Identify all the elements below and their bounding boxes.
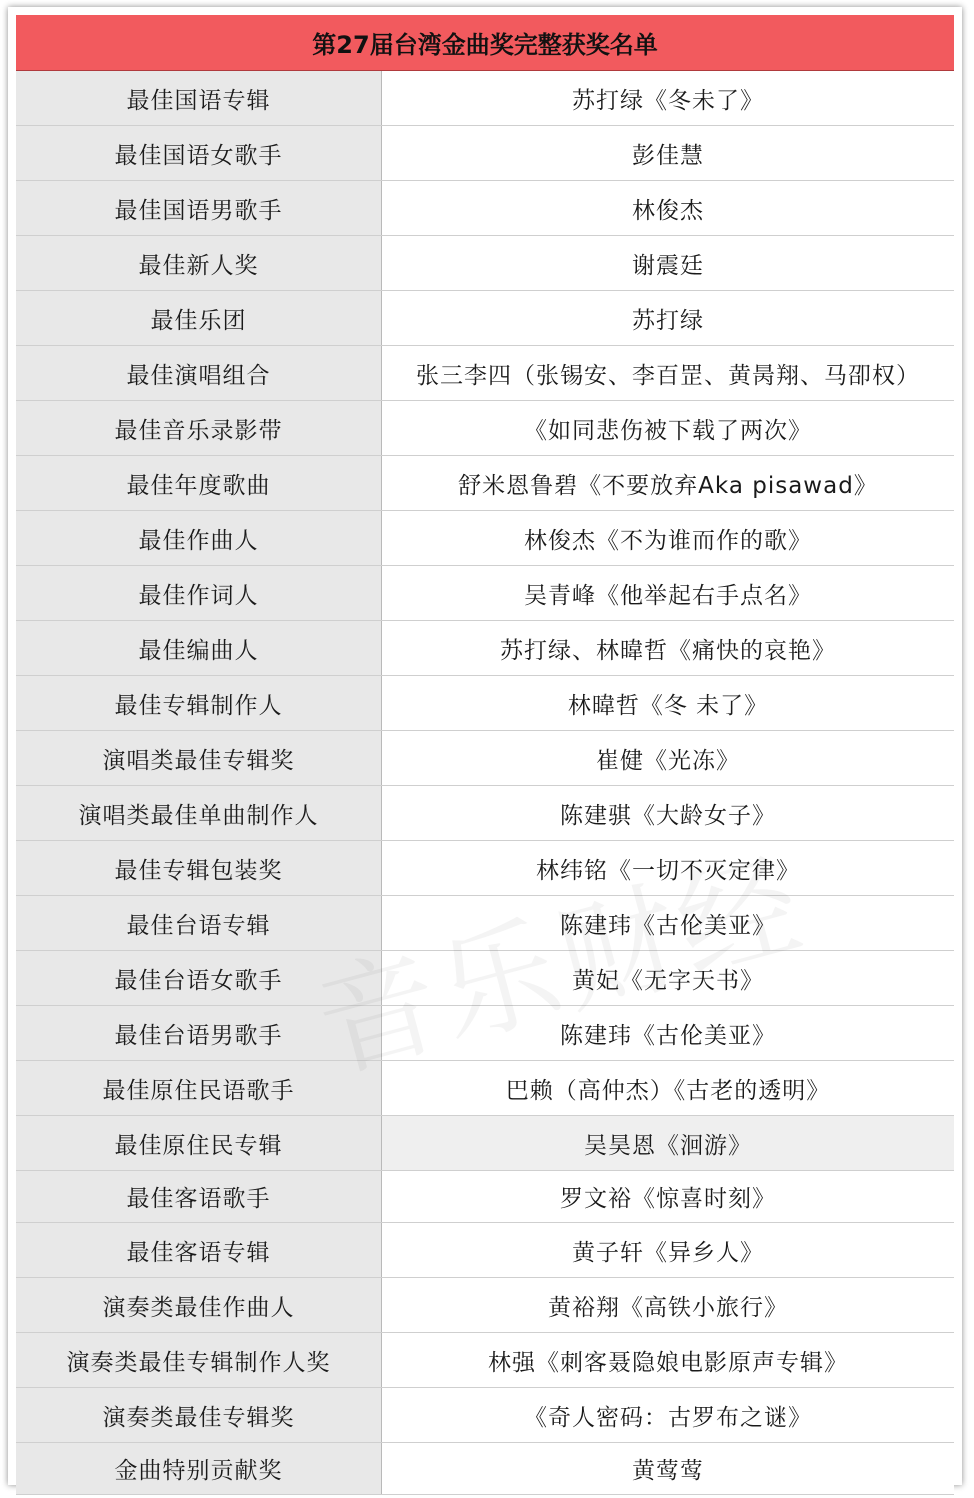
award-winner: 《奇人密码：古罗布之谜》 [382, 1388, 954, 1442]
award-name: 最佳专辑包装奖 [16, 841, 382, 895]
award-name: 最佳作词人 [16, 566, 382, 620]
award-winner: 林强《刺客聂隐娘电影原声专辑》 [382, 1333, 954, 1387]
award-name: 最佳国语女歌手 [16, 126, 382, 180]
award-name: 最佳国语专辑 [16, 71, 382, 125]
award-winner: 罗文裕《惊喜时刻》 [382, 1171, 954, 1222]
award-name: 金曲特别贡献奖 [16, 1443, 382, 1494]
award-name: 最佳客语专辑 [16, 1223, 382, 1277]
table-row [16, 1061, 954, 1116]
table-row [16, 401, 954, 456]
table-row [16, 1278, 954, 1333]
award-name: 最佳编曲人 [16, 621, 382, 675]
award-name: 最佳台语女歌手 [16, 951, 382, 1005]
award-winner: 黄子轩《异乡人》 [382, 1223, 954, 1277]
table-row [16, 1006, 954, 1061]
award-name: 最佳国语男歌手 [16, 181, 382, 235]
award-winner: 黄妃《无字天书》 [382, 951, 954, 1005]
award-winner: 陈建玮《古伦美亚》 [382, 1006, 954, 1060]
table-row [16, 181, 954, 236]
table-row [16, 1116, 954, 1171]
award-name: 最佳台语男歌手 [16, 1006, 382, 1060]
table-row [16, 786, 954, 841]
award-winner: 彭佳慧 [382, 126, 954, 180]
table-row [16, 896, 954, 951]
award-name: 最佳原住民专辑 [16, 1116, 382, 1170]
table-row [16, 621, 954, 676]
award-name: 最佳音乐录影带 [16, 401, 382, 455]
award-winner: 张三李四（张锡安、李百罡、黄昺翔、马卲权） [382, 346, 954, 400]
table-row [16, 676, 954, 731]
award-winner: 苏打绿《冬未了》 [382, 71, 954, 125]
table-row [16, 456, 954, 511]
table-row [16, 1171, 954, 1223]
award-winner: 崔健《光冻》 [382, 731, 954, 785]
table-title: 第27届台湾金曲奖完整获奖名单 [16, 15, 954, 71]
award-name: 最佳专辑制作人 [16, 676, 382, 730]
award-name: 最佳作曲人 [16, 511, 382, 565]
table-row [16, 1333, 954, 1388]
award-name: 最佳演唱组合 [16, 346, 382, 400]
table-body [16, 71, 954, 1495]
award-name: 演唱类最佳单曲制作人 [16, 786, 382, 840]
table-row [16, 1443, 954, 1495]
award-winner: 吴昊恩《洄游》 [382, 1116, 954, 1170]
award-winner: 林纬铭《一切不灭定律》 [382, 841, 954, 895]
award-name: 最佳年度歌曲 [16, 456, 382, 510]
table-row [16, 566, 954, 621]
award-name: 演奏类最佳专辑制作人奖 [16, 1333, 382, 1387]
award-winner: 《如同悲伤被下载了两次》 [382, 401, 954, 455]
award-winner: 舒米恩鲁碧《不要放弃Aka pisawad》 [382, 456, 954, 510]
table-row [16, 841, 954, 896]
award-winner: 林俊杰《不为谁而作的歌》 [382, 511, 954, 565]
award-winner: 林暐哲《冬 未了》 [382, 676, 954, 730]
award-winner: 陈建玮《古伦美亚》 [382, 896, 954, 950]
award-name: 最佳原住民语歌手 [16, 1061, 382, 1115]
award-winner: 林俊杰 [382, 181, 954, 235]
table-row [16, 951, 954, 1006]
table-row [16, 126, 954, 181]
award-name: 演唱类最佳专辑奖 [16, 731, 382, 785]
table-row [16, 236, 954, 291]
table-row [16, 1388, 954, 1443]
award-winner: 谢震廷 [382, 236, 954, 290]
table-row [16, 1223, 954, 1278]
award-name: 最佳客语歌手 [16, 1171, 382, 1222]
award-name: 演奏类最佳作曲人 [16, 1278, 382, 1332]
award-winner: 吴青峰《他举起右手点名》 [382, 566, 954, 620]
table-row [16, 346, 954, 401]
table-row [16, 731, 954, 786]
table-row [16, 511, 954, 566]
award-winner: 黄莺莺 [382, 1443, 954, 1494]
award-winner: 苏打绿、林暐哲《痛快的哀艳》 [382, 621, 954, 675]
award-name: 演奏类最佳专辑奖 [16, 1388, 382, 1442]
table-row [16, 71, 954, 126]
award-name: 最佳台语专辑 [16, 896, 382, 950]
award-name: 最佳新人奖 [16, 236, 382, 290]
award-winner: 苏打绿 [382, 291, 954, 345]
award-winner: 陈建骐《大龄女子》 [382, 786, 954, 840]
award-winner: 黄裕翔《高铁小旅行》 [382, 1278, 954, 1332]
award-table [8, 7, 962, 1485]
table-row [16, 291, 954, 346]
award-name: 最佳乐团 [16, 291, 382, 345]
award-winner: 巴赖（高仲杰）《古老的透明》 [382, 1061, 954, 1115]
